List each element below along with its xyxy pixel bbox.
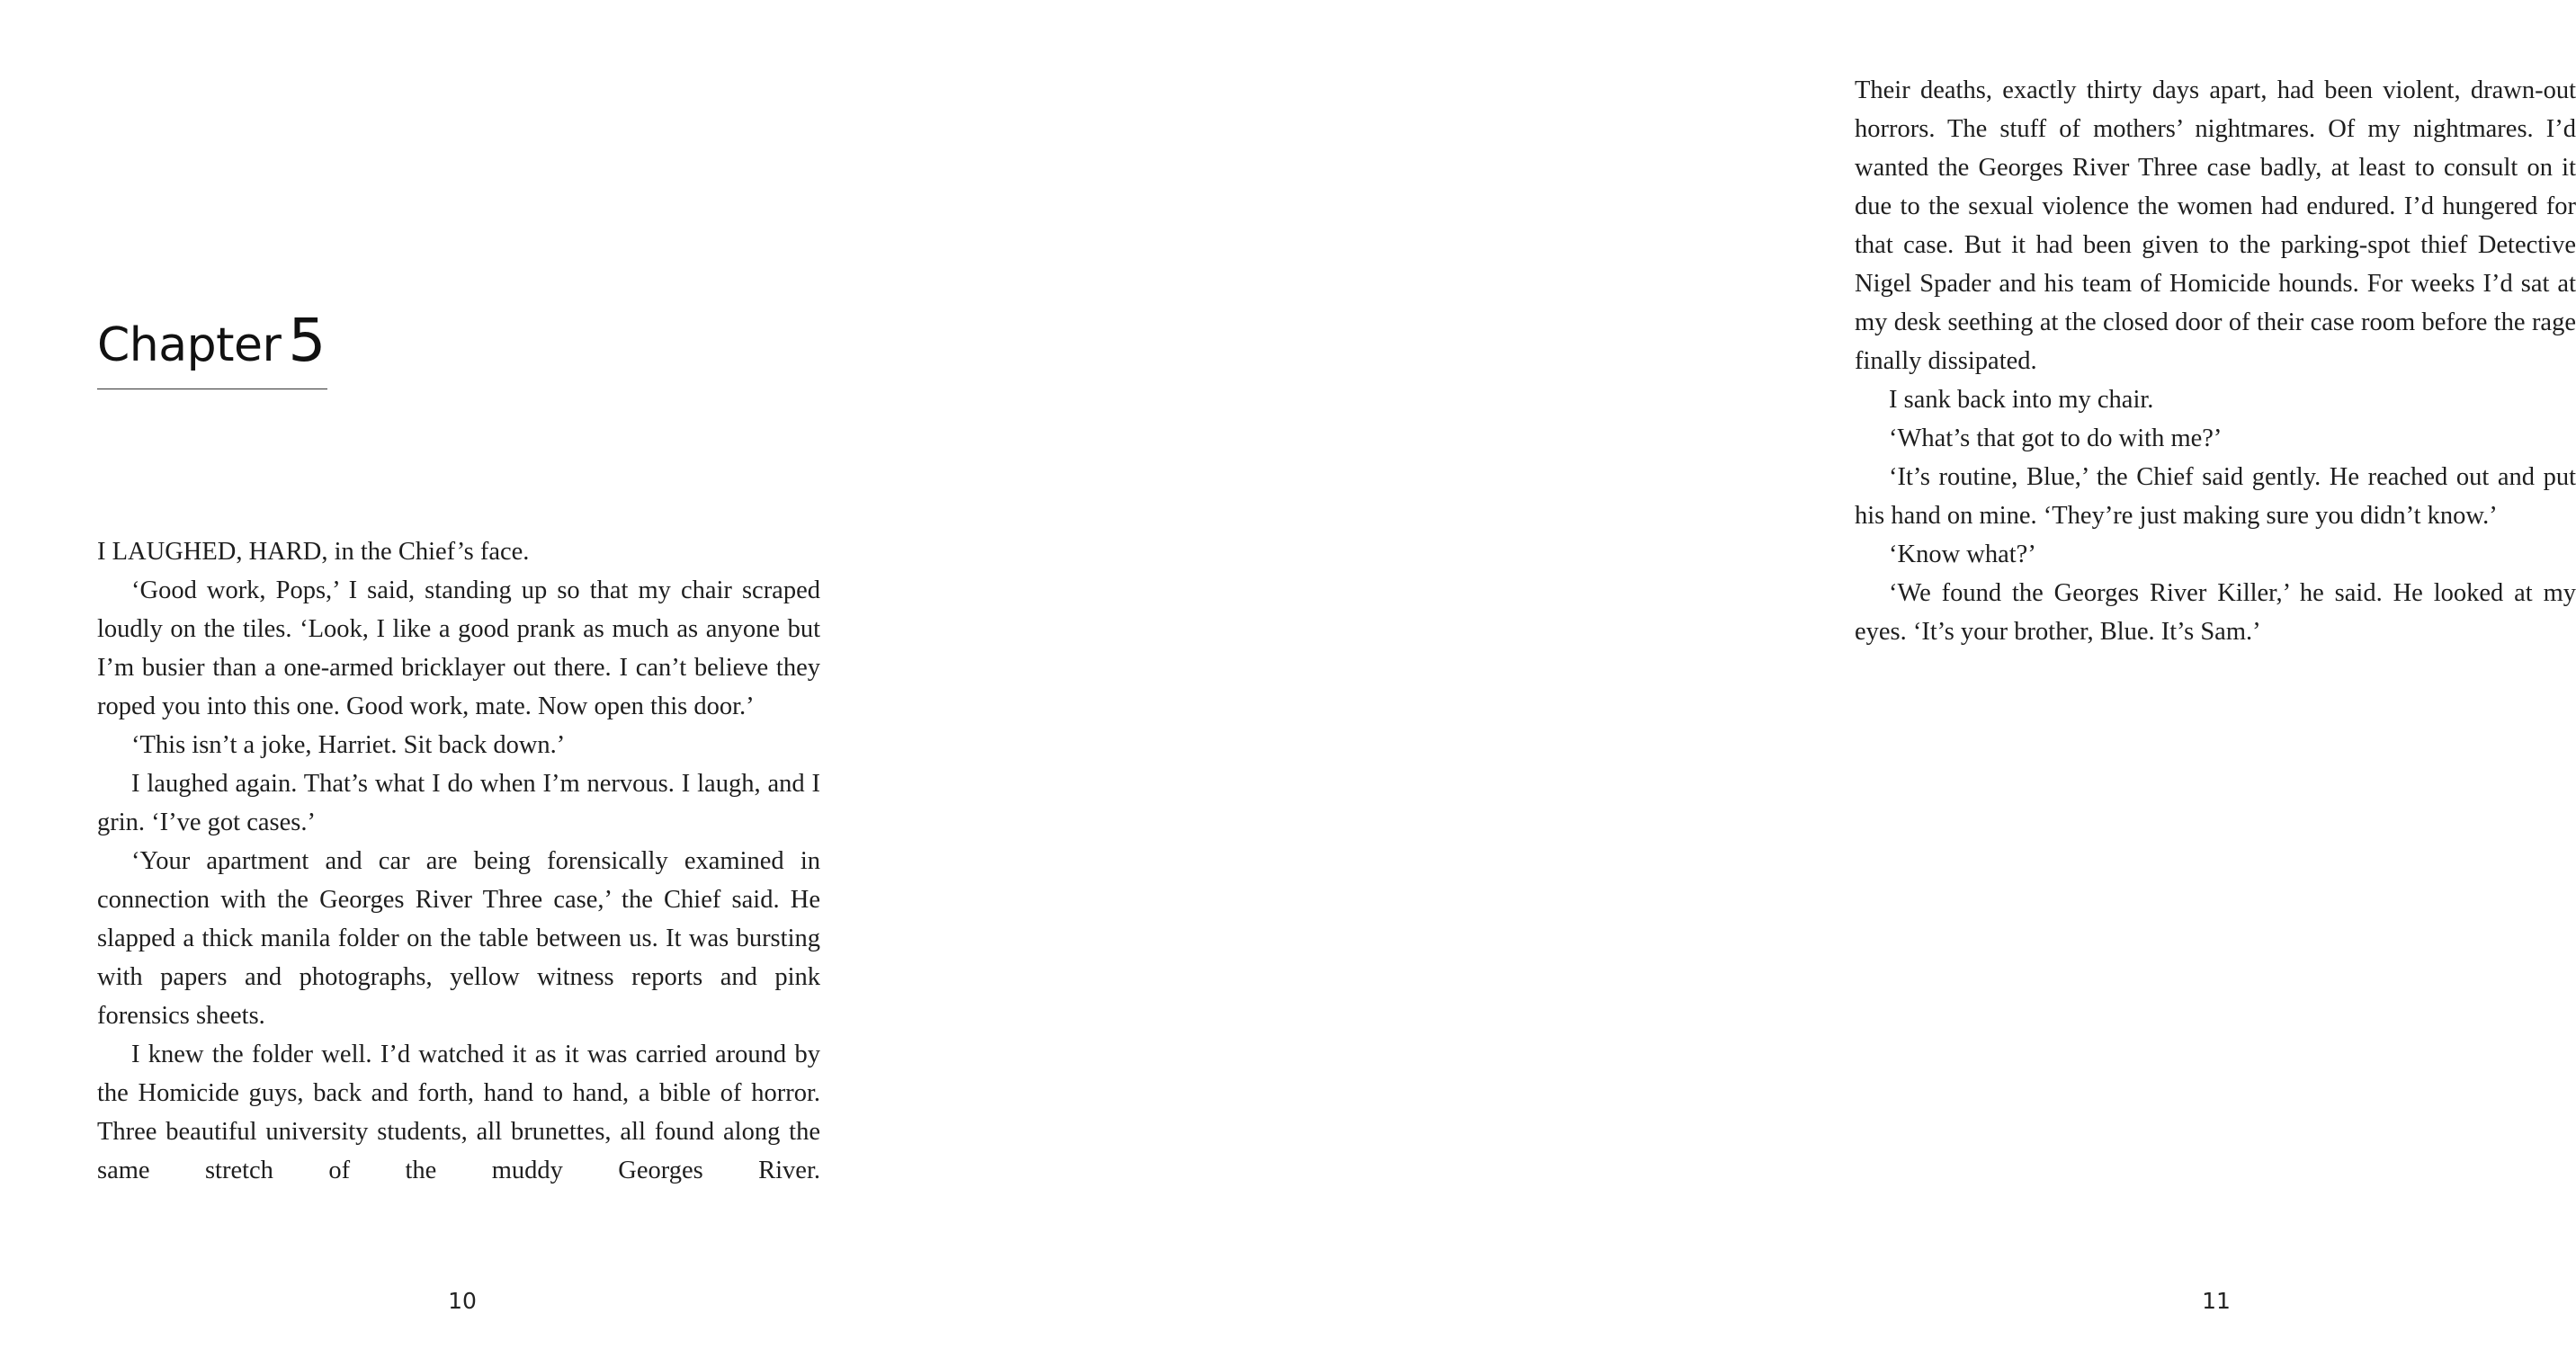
paragraph: ‘Know what?’ [1889, 540, 2036, 568]
page-number: 10 [448, 1288, 477, 1314]
paragraph: ‘It’s routine, Blue,’ the Chief said gently. He reached out and put his hand on mine. ‘They’re just making sure you didn’t know.’ [1855, 463, 2576, 530]
chapter-label: Chapter [97, 318, 282, 372]
paragraph: I sank back into my chair. [1889, 386, 2154, 414]
paragraph: I knew the folder well. I’d watched it as it was carried around by the Homicide guys, back and forth, hand to hand, a bible of horror. Three beautiful university students, all brunettes, all found along the same stretch of the muddy Georges River. [97, 1041, 820, 1184]
paragraph: I LAUGHED, HARD, in the Chief’s face. [97, 538, 530, 566]
paragraph: Their deaths, exactly thirty days apart, had been violent, drawn-out horrors. The stuff of mothers’ nightmares. Of my nightmares. I’d wanted the Georges River Three case badly, at least to consult on it due to the sexual violence the women had endured. I’d hungered for that case. But it had been given to the parking-spot thief Detective Nigel Spader and his team of Homicide hounds. For weeks I’d sat at my desk seething at the closed door of their case room before the rage finally dissipated. [1855, 76, 2576, 375]
left-page [0, 0, 887, 1349]
paragraph: ‘This isn’t a joke, Harriet. Sit back down.’ [131, 731, 566, 759]
chapter-number: 5 [288, 306, 326, 375]
paragraph: I laughed again. That’s what I do when I’m nervous. I laugh, and I grin. ‘I’ve got cases.’ [97, 770, 820, 836]
paragraph: ‘Good work, Pops,’ I said, standing up so that my chair scraped loudly on the tiles. ‘Look, I like a good prank as much as anyone but I’m busier than a one-armed bricklayer out there. I can’t believe they roped you into this one. Good work, mate. Now open this door.’ [97, 576, 820, 720]
chapter-heading [97, 306, 326, 375]
right-page [887, 0, 2576, 1349]
left-page-body [97, 532, 820, 1190]
right-page-body [1855, 71, 2576, 651]
paragraph: ‘We found the Georges River Killer,’ he said. He looked at my eyes. ‘It’s your brother, Blue. It’s Sam.’ [1855, 579, 2576, 646]
paragraph: ‘What’s that got to do with me?’ [1889, 424, 2223, 452]
paragraph: ‘Your apartment and car are being forensically examined in connection with the Georges River Three case,’ the Chief said. He slapped a thick manila folder on the table between us. It was bursting with papers and photographs, yellow witness reports and pink forensics sheets. [97, 847, 820, 1030]
page-number: 11 [2202, 1288, 2231, 1314]
